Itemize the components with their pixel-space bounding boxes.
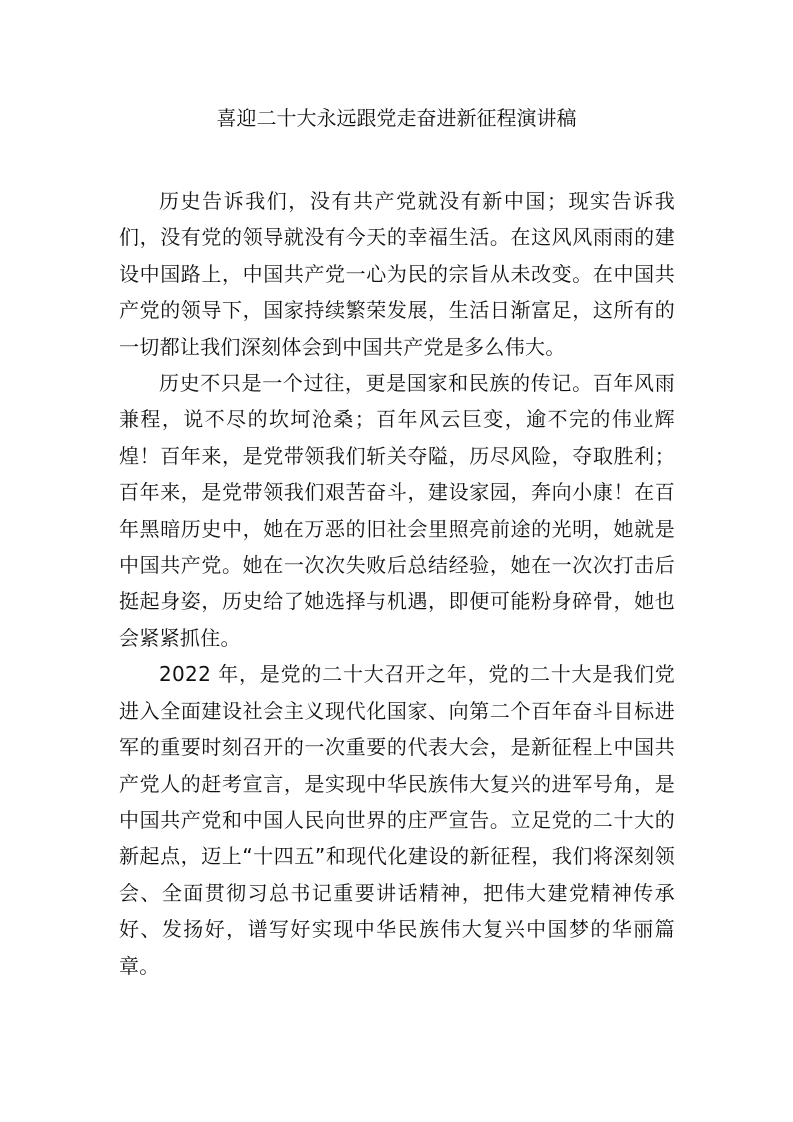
paragraph-1: 历史告诉我们，没有共产党就没有新中国；现实告诉我们，没有党的领导就没有今天的幸福生活。在这风风雨雨的建设中国路上，中国共产党一心为民的宗旨从未改变。在中国共产党的领导下，国家持续繁荣发展，生活日渐富足，这所有的一切都让我们深刻体会到中国共产党是多么伟大。 xyxy=(119,189,675,359)
document-title: 喜迎二十大永远跟党走奋进新征程演讲稿 xyxy=(216,106,577,130)
paragraph-3: 2022 年，是党的二十大召开之年，党的二十大是我们党进入全面建设社会主义现代化国家、向第二个百年奋斗目标进军的重要时刻召开的一次重要的代表大会，是新征程上中国共产党人的赶考宣言，是实现中华民族伟大复兴的进军号角，是中国共产党和中国人民向世界的庄严宣告。立足党的二十大的新起点，迈上“十四五”和现代化建设的新征程，我们将深刻领会、全面贯彻习总书记重要讲话精神，把伟大建党精神传承好、发扬好，谱写好实现中华民族伟大复兴中国梦的华丽篇章。 xyxy=(119,662,675,978)
document-body xyxy=(119,183,675,984)
paragraph-2: 历史不只是一个过往，更是国家和民族的传记。百年风雨兼程，说不尽的坎坷沧桑；百年风云巨变，逾不完的伟业辉煌！百年来，是党带领我们斩关夺隘，历尽风险，夺取胜利；百年来，是党带领我们艰苦奋斗，建设家园，奔向小康！在百年黑暗历史中，她在万恶的旧社会里照亮前途的光明，她就是中国共产党。她在一次次失败后总结经验，她在一次次打击后挺起身姿，历史给了她选择与机遇，即便可能粉身碎骨，她也会紧紧抓住。 xyxy=(119,371,675,650)
